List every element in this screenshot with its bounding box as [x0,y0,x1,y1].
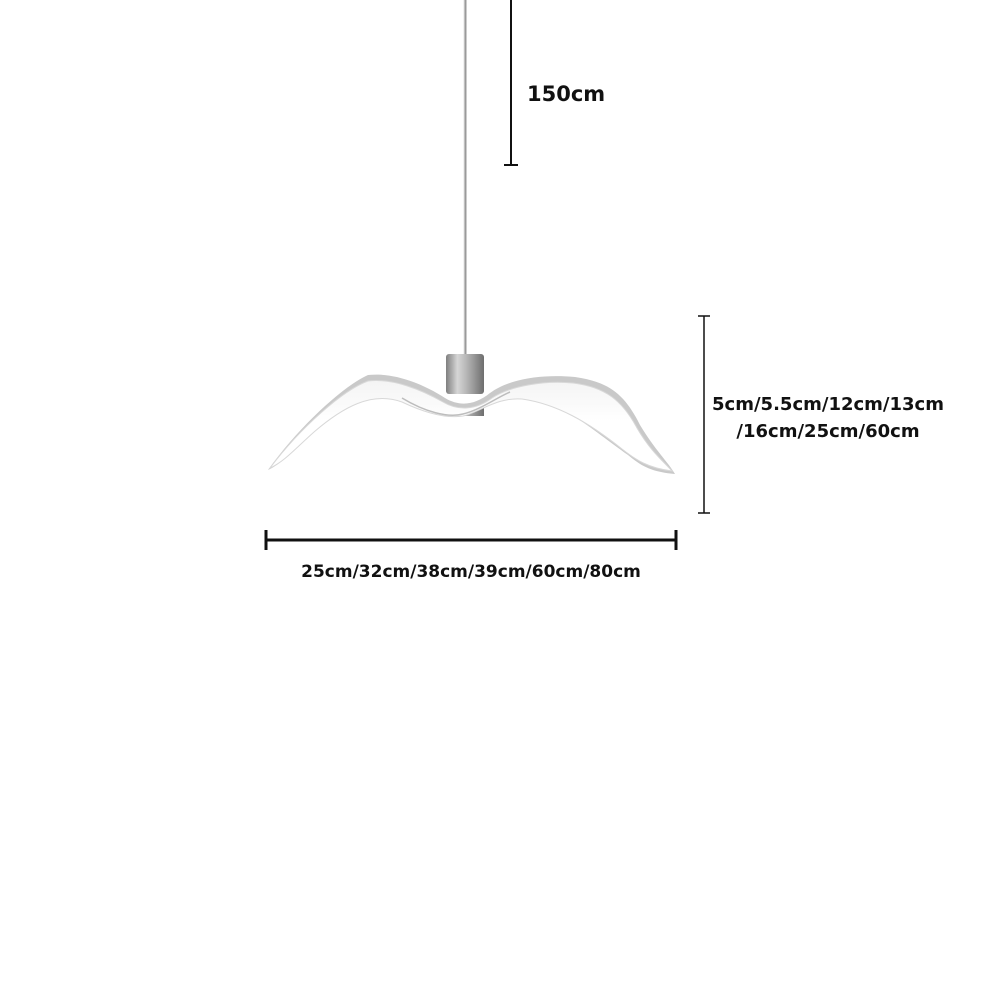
cord-length-marker [504,0,605,165]
height-label-line2: /16cm/25cm/60cm [736,421,920,442]
height-label-line1: 5cm/5.5cm/12cm/13cm [712,394,944,415]
cord [464,0,465,355]
cord-length-label: 150cm [527,82,606,106]
width-label: 25cm/32cm/38cm/39cm/60cm/80cm [301,562,641,582]
height-marker [698,316,944,513]
width-marker [266,530,676,582]
